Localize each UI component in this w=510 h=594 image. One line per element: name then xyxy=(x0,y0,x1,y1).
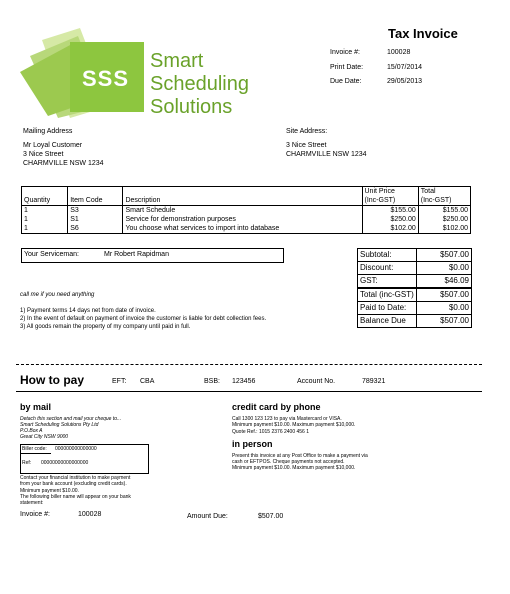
pay-underline xyxy=(16,391,482,392)
logo-line-1: Smart xyxy=(150,50,204,72)
mail-line: P.O.Box A xyxy=(20,428,43,434)
mail-info-line: from your bank account (excluding credit cards). xyxy=(20,481,127,487)
mail-line: Great City NSW 9000 xyxy=(20,434,69,440)
totals-row: Total (inc-GST) $507.00 xyxy=(358,288,472,302)
by-mail-heading: by mail xyxy=(20,402,52,412)
totals-row: Balance Due $507.00 xyxy=(358,315,472,328)
mail-info-line: Contact your financial institution to make payment xyxy=(20,475,131,481)
logo-abbr: SSS xyxy=(82,66,130,91)
mailing-address-line: CHARMVILLE NSW 1234 xyxy=(23,160,104,167)
how-to-pay-heading: How to pay xyxy=(20,373,85,387)
account-value: 789321 xyxy=(362,378,386,385)
slip-invoice-label: Invoice #: xyxy=(20,511,50,518)
totals-row: Discount: $0.00 xyxy=(358,262,472,275)
col-item-code: Item Code xyxy=(68,187,123,206)
amount-due-label: Amount Due: xyxy=(187,513,228,520)
page-title: Tax Invoice xyxy=(388,26,458,41)
due-date-label: Due Date: xyxy=(330,78,362,85)
account-label: Account No. xyxy=(297,378,336,385)
tear-off-divider xyxy=(16,364,482,365)
biller-code-label: Biller code: xyxy=(22,446,47,452)
card-line: Call 1300 123 123 to pay via Mastercard or VISA. xyxy=(232,416,342,422)
bsb-value: 123456 xyxy=(232,378,256,385)
ref-label: Ref: xyxy=(22,460,32,466)
totals-row: GST: $46.09 xyxy=(358,275,472,289)
eft-label: EFT: xyxy=(112,378,127,385)
totals-row: Subtotal: $507.00 xyxy=(358,249,472,262)
invoice-number-value: 100028 xyxy=(387,49,411,56)
mail-info-line: Minimum payment $10.00. xyxy=(20,488,79,494)
table-row: 1 S1 Service for demonstration purposes $250.00 $250.00 xyxy=(22,215,471,224)
person-line: Minimum payment $10.00. Maximum payment $10,000. xyxy=(232,465,356,471)
items-header-row xyxy=(22,187,471,206)
print-date-value: 15/07/2014 xyxy=(387,64,423,71)
bsb-label: BSB: xyxy=(204,378,220,385)
mailing-address-line: 3 Nice Street xyxy=(23,151,64,158)
totals-table xyxy=(357,248,472,328)
totals-row: Paid to Date: $0.00 xyxy=(358,302,472,315)
serviceman-name: Mr Robert Rapidman xyxy=(104,251,169,258)
eft-value: CBA xyxy=(140,378,155,385)
terms-line: 2) In the event of default on payment of invoice the customer is liable for debt collection fees. xyxy=(20,316,267,322)
logo-line-2: Scheduling xyxy=(150,73,249,95)
mail-line: Smart Scheduling Solutions Pty Ltd xyxy=(20,422,99,428)
in-person-heading: in person xyxy=(232,439,273,449)
slip-invoice-value: 100028 xyxy=(78,511,102,518)
biller-box xyxy=(20,444,149,474)
mail-line: Detach this section and mail your cheque to... xyxy=(20,416,122,422)
amount-due-value: $507.00 xyxy=(258,513,284,520)
logo-line-3: Solutions xyxy=(150,96,233,118)
serviceman-label: Your Serviceman: xyxy=(24,251,79,258)
table-row: 1 S3 Smart Schedule $155.00 $155.00 xyxy=(22,206,471,216)
mail-info-line: statement: xyxy=(20,500,44,506)
print-date-label: Print Date: xyxy=(330,64,364,71)
biller-box-divider xyxy=(21,453,51,454)
customer-note: call me if you need anything xyxy=(20,292,95,298)
terms-line: 1) Payment terms 14 days net from date of invoice. xyxy=(20,308,156,314)
site-address-heading: Site Address: xyxy=(286,128,328,135)
person-line: Present this invoice at any Post Office to make a payment via xyxy=(232,453,368,459)
biller-code-value: 000000000000000 xyxy=(55,446,97,452)
due-date-value: 29/05/2013 xyxy=(387,78,423,85)
col-description: Description xyxy=(123,187,362,206)
site-address-line: 3 Nice Street xyxy=(286,142,327,149)
mailing-address-line: Mr Loyal Customer xyxy=(23,142,83,149)
col-total: Total (Inc-GST) xyxy=(418,187,470,206)
table-row: 1 S6 You choose what services to import into database $102.00 $102.00 xyxy=(22,224,471,234)
terms-line: 3) All goods remain the property of my company until paid in full. xyxy=(20,324,191,330)
mail-info-line: The following biller name will appear on your bank xyxy=(20,494,131,500)
site-address-line: CHARMVILLE NSW 1234 xyxy=(286,151,367,158)
col-unit-price: Unit Price (Inc-GST) xyxy=(362,187,418,206)
serviceman-box xyxy=(21,248,284,263)
card-line: Minimum payment $10.00. Maximum payment $10,000. xyxy=(232,422,356,428)
card-line: Quote Ref.: 1015 2376 2400 456 1 xyxy=(232,429,310,435)
credit-card-heading: credit card by phone xyxy=(232,402,321,412)
items-table xyxy=(21,186,471,234)
person-line: cash or EFTPOS. Cheque payments not accepted. xyxy=(232,459,345,465)
col-quantity: Quantity xyxy=(22,187,68,206)
invoice-number-label: Invoice #: xyxy=(330,49,360,56)
mailing-address-heading: Mailing Address xyxy=(23,128,73,135)
ref-value: 00000000000000000 xyxy=(41,460,89,466)
